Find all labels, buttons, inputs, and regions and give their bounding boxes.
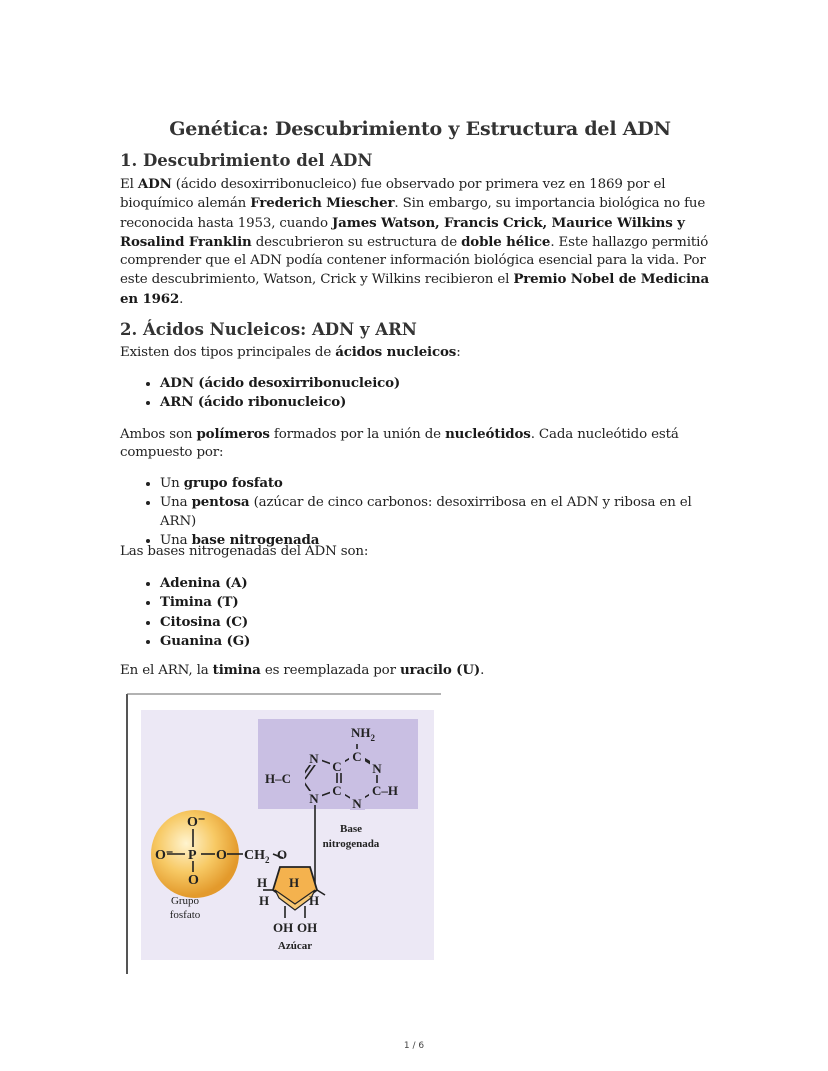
svg-text:H: H	[259, 893, 270, 908]
nitrogenous-bases-list	[120, 574, 250, 651]
svg-text:H: H	[289, 875, 300, 890]
list-item: • ADN (ácido desoxirribonucleico)	[160, 374, 400, 393]
discovery-paragraph: El ADN (ácido desoxirribonucleico) fue observado por primera vez en 1869 por el bioquímico alemán Frederich Miescher. Sin embargo, su importancia biológica no fue reconocida hasta 1953, cuando James Watson, Francis Crick, Maurice Wilkins y Rosalind Franklin descubrieron su estructura de doble hélice. Este hallazgo permitió comprender que el ADN podía contener información biológica esencial para la vida. Por este descubrimiento, Watson, Crick y Wilkins recibieron el Premio Nobel de Medicina en 1962.	[120, 176, 710, 307]
list-item: • ARN (ácido ribonucleico)	[160, 393, 400, 412]
svg-text:H–C: H–C	[265, 771, 291, 786]
list-item: • Citosina (C)	[160, 613, 250, 632]
svg-text:CH2: $CH_2$	[244, 848, 270, 865]
list-item: • Una pentosa (azúcar de cinco carbonos: desoxirribosa en el ADN y ribosa en el ARN)	[160, 493, 720, 531]
nucleotide-diagram-svg	[125, 692, 441, 974]
svg-text:NH2: $NH_2$	[351, 725, 375, 743]
list-item: • Una base nitrogenada	[160, 531, 720, 550]
svg-text:O: O	[216, 848, 227, 863]
svg-text:N: N	[372, 761, 382, 776]
section-heading-discovery: 1. Descubrimiento del ADN	[120, 151, 373, 170]
svg-text:N: N	[309, 791, 319, 806]
svg-text:O: O	[277, 847, 288, 862]
svg-text:C: C	[352, 749, 362, 764]
svg-text:O⁻: O⁻	[155, 848, 174, 863]
svg-text:N: N	[309, 751, 319, 766]
list-item: • Un grupo fosfato	[160, 474, 720, 493]
nucleic-acids-intro: Existen dos tipos principales de ácidos nucleicos:	[120, 344, 461, 360]
page-title: Genética: Descubrimiento y Estructura del ADN	[169, 118, 671, 140]
polymers-paragraph: Ambos son polímeros formados por la unión de nucleótidos. Cada nucleótido está compuesto por:	[120, 426, 679, 461]
rna-uracil-paragraph: En el ARN, la timina es reemplazada por uracilo (U).	[120, 662, 485, 678]
svg-text:nitrogenada: nitrogenada	[322, 838, 380, 850]
svg-text:Grupo: Grupo	[170, 895, 200, 907]
svg-text:Base: Base	[340, 823, 362, 835]
nucleic-acid-types-list	[120, 374, 400, 413]
svg-text:N: N	[352, 796, 362, 811]
svg-text:O⁻: O⁻	[187, 815, 206, 830]
svg-text:C–H: C–H	[372, 783, 398, 798]
svg-text:H: H	[257, 875, 268, 890]
svg-text:P: P	[188, 848, 197, 863]
svg-text:C: C	[332, 783, 342, 798]
svg-text:OH: OH	[273, 920, 294, 935]
nucleotide-components-list	[120, 474, 720, 550]
svg-text:O: O	[188, 873, 199, 888]
list-item: • Guanina (G)	[160, 632, 250, 651]
svg-text:fosfato: fosfato	[169, 909, 201, 921]
list-item: • Timina (T)	[160, 593, 250, 612]
svg-text:C: C	[332, 759, 342, 774]
sugar-label: Azúcar	[277, 940, 313, 952]
page-number: 1 / 6	[403, 1041, 425, 1051]
bases-intro: Las bases nitrogenadas del ADN son:	[120, 544, 369, 559]
svg-text:H: H	[309, 893, 320, 908]
list-item: • Adenina (A)	[160, 574, 250, 593]
svg-text:OH: OH	[297, 920, 318, 935]
nucleotide-diagram	[125, 692, 441, 974]
section-heading-nucleic-acids: 2. Ácidos Nucleicos: ADN y ARN	[120, 320, 417, 339]
